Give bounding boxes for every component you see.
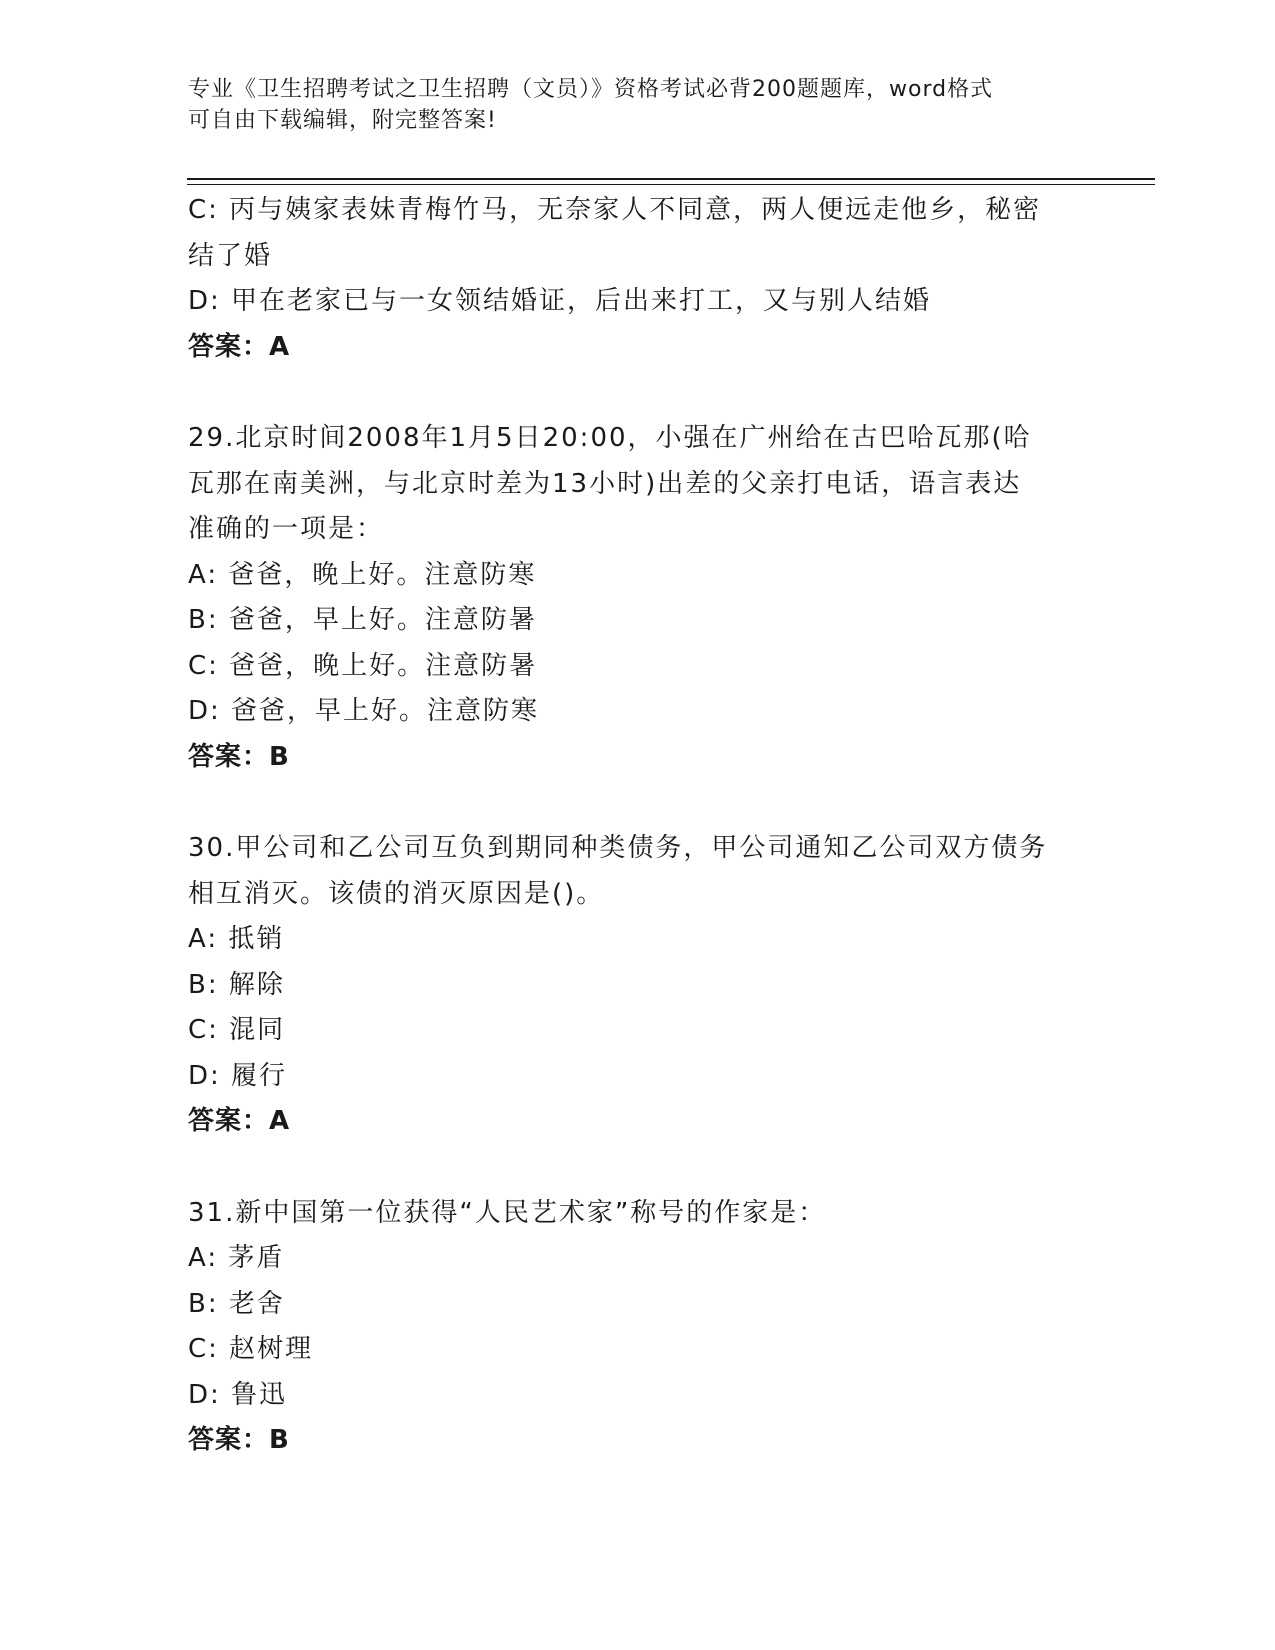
header-line-1: 专业《卫生招聘考试之卫生招聘（文员）》资格考试必背200题题库，word格式 <box>188 77 994 102</box>
header-line-2: 可自由下载编辑，附完整答案! <box>188 108 497 133</box>
option-b: B: 解除 <box>188 969 285 1000</box>
answer: 答案：B <box>188 1425 290 1455</box>
option-c: C: 赵树理 <box>188 1334 314 1364</box>
answer: 答案：B <box>188 741 290 772</box>
option-a: A: 茅盾 <box>188 1243 285 1273</box>
question-stem-line: 31.新中国第一位获得“人民艺术家”称号的作家是： <box>188 1197 827 1228</box>
question-29 <box>188 416 1088 780</box>
question-stem-line: 30.甲公司和乙公司互负到期同种类债务，甲公司通知乙公司双方债务 <box>188 833 1048 863</box>
option-a: A: 爸爸，晚上好。注意防寒 <box>188 559 537 590</box>
document-header <box>188 74 1088 136</box>
option-c-line-2: 结了婚 <box>188 240 273 271</box>
answer: 答案：A <box>188 331 291 362</box>
header-divider-thick <box>187 178 1155 180</box>
option-d: D: 爸爸，早上好。注意防寒 <box>188 696 540 726</box>
question-stem-line: 准确的一项是： <box>188 514 385 544</box>
option-b: B: 老舍 <box>188 1288 285 1319</box>
question-stem-line: 瓦那在南美洲，与北京时差为13小时)出差的父亲打电话，语言表达 <box>188 468 1022 499</box>
option-d: D: 甲在老家已与一女领结婚证，后出来打工，又与别人结婚 <box>188 286 932 316</box>
answer: 答案：A <box>188 1106 291 1136</box>
option-b: B: 爸爸，早上好。注意防暑 <box>188 605 537 635</box>
option-d: D: 鲁迅 <box>188 1379 288 1410</box>
question-28-continued <box>188 188 1088 370</box>
header-divider-thin <box>187 184 1155 185</box>
question-stem-line: 相互消灭。该债的消灭原因是()。 <box>188 878 605 909</box>
option-c: C: 混同 <box>188 1015 286 1045</box>
question-stem-line: 29.北京时间2008年1月5日20:00，小强在广州给在古巴哈瓦那(哈 <box>188 423 1032 453</box>
question-31 <box>188 1191 1088 1464</box>
option-a: A: 抵销 <box>188 924 285 954</box>
option-c-line-1: C: 丙与姨家表妹青梅竹马，无奈家人不同意，两人便远走他乡，秘密 <box>188 195 1042 225</box>
question-list <box>188 188 1088 1464</box>
option-c: C: 爸爸，晚上好。注意防暑 <box>188 650 538 681</box>
question-30 <box>188 826 1088 1145</box>
option-d: D: 履行 <box>188 1060 288 1091</box>
